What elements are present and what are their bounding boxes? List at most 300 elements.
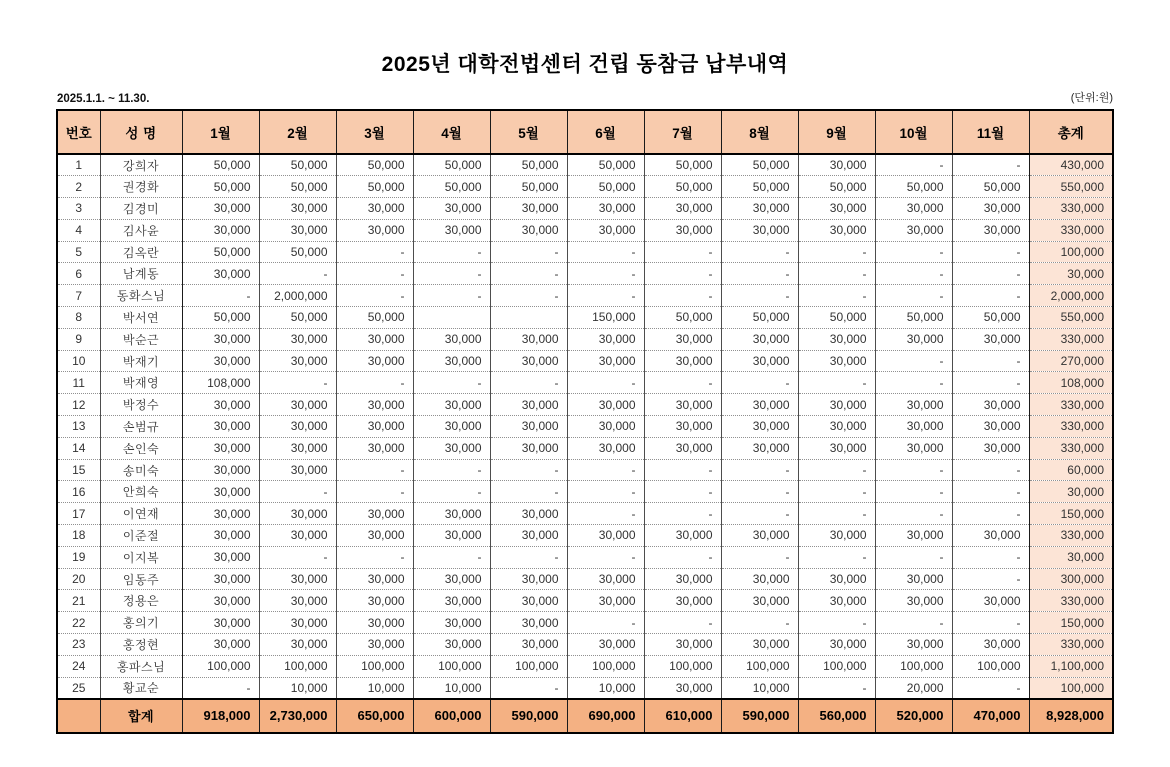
header-cell: 3월 bbox=[336, 110, 413, 154]
sum-amount-cell: 650,000 bbox=[336, 699, 413, 733]
month-amount-cell: - bbox=[644, 546, 721, 568]
month-amount-cell: 30,000 bbox=[798, 525, 875, 547]
row-number-cell: 6 bbox=[57, 263, 100, 285]
header-cell: 5월 bbox=[490, 110, 567, 154]
footer-empty-cell bbox=[57, 699, 100, 733]
table-row bbox=[57, 176, 1113, 198]
table-row bbox=[57, 568, 1113, 590]
month-amount-cell: - bbox=[644, 503, 721, 525]
month-amount-cell: 30,000 bbox=[644, 394, 721, 416]
row-number-cell: 21 bbox=[57, 590, 100, 612]
month-amount-cell: 30,000 bbox=[490, 394, 567, 416]
row-number-cell: 10 bbox=[57, 350, 100, 372]
month-amount-cell: 30,000 bbox=[952, 590, 1029, 612]
month-amount-cell: 50,000 bbox=[567, 154, 644, 176]
month-amount-cell: 30,000 bbox=[259, 459, 336, 481]
month-amount-cell: 30,000 bbox=[798, 350, 875, 372]
month-amount-cell: 30,000 bbox=[336, 394, 413, 416]
month-amount-cell: 30,000 bbox=[567, 590, 644, 612]
month-amount-cell: 50,000 bbox=[798, 176, 875, 198]
month-amount-cell: 100,000 bbox=[259, 655, 336, 677]
member-name-cell: 김옥란 bbox=[100, 241, 182, 263]
month-amount-cell: - bbox=[875, 241, 952, 263]
month-amount-cell: - bbox=[490, 241, 567, 263]
month-amount-cell: 30,000 bbox=[721, 328, 798, 350]
month-amount-cell: 30,000 bbox=[721, 634, 798, 656]
table-row bbox=[57, 437, 1113, 459]
month-amount-cell: 100,000 bbox=[413, 655, 490, 677]
sum-amount-cell: 590,000 bbox=[490, 699, 567, 733]
month-amount-cell: 30,000 bbox=[336, 525, 413, 547]
month-amount-cell: 30,000 bbox=[798, 634, 875, 656]
month-amount-cell: 10,000 bbox=[413, 677, 490, 699]
month-amount-cell: - bbox=[798, 285, 875, 307]
month-amount-cell: 30,000 bbox=[952, 198, 1029, 220]
month-amount-cell: - bbox=[952, 372, 1029, 394]
month-amount-cell: - bbox=[798, 241, 875, 263]
month-amount-cell: 30,000 bbox=[182, 328, 259, 350]
header-cell: 4월 bbox=[413, 110, 490, 154]
month-amount-cell: 30,000 bbox=[490, 568, 567, 590]
month-amount-cell: 30,000 bbox=[952, 328, 1029, 350]
row-total-cell: 60,000 bbox=[1029, 459, 1113, 481]
header-cell: 6월 bbox=[567, 110, 644, 154]
month-amount-cell: 30,000 bbox=[798, 198, 875, 220]
month-amount-cell: - bbox=[721, 481, 798, 503]
month-amount-cell: 20,000 bbox=[875, 677, 952, 699]
sum-amount-cell: 918,000 bbox=[182, 699, 259, 733]
month-amount-cell: 30,000 bbox=[644, 590, 721, 612]
month-amount-cell: 30,000 bbox=[721, 219, 798, 241]
month-amount-cell: 30,000 bbox=[567, 634, 644, 656]
month-amount-cell: - bbox=[490, 285, 567, 307]
member-name-cell: 이지복 bbox=[100, 546, 182, 568]
month-amount-cell: 30,000 bbox=[336, 328, 413, 350]
month-amount-cell: 108,000 bbox=[182, 372, 259, 394]
month-amount-cell: 30,000 bbox=[413, 590, 490, 612]
month-amount-cell: 30,000 bbox=[798, 219, 875, 241]
month-amount-cell: - bbox=[952, 154, 1029, 176]
month-amount-cell: 30,000 bbox=[336, 568, 413, 590]
row-number-cell: 9 bbox=[57, 328, 100, 350]
row-number-cell: 5 bbox=[57, 241, 100, 263]
month-amount-cell: 50,000 bbox=[490, 154, 567, 176]
month-amount-cell: - bbox=[952, 285, 1029, 307]
month-amount-cell: 30,000 bbox=[721, 416, 798, 438]
member-name-cell: 손인숙 bbox=[100, 437, 182, 459]
month-amount-cell: - bbox=[875, 546, 952, 568]
month-amount-cell: 30,000 bbox=[567, 394, 644, 416]
month-amount-cell: 30,000 bbox=[182, 503, 259, 525]
month-amount-cell: 30,000 bbox=[490, 612, 567, 634]
month-amount-cell: - bbox=[644, 263, 721, 285]
month-amount-cell: 30,000 bbox=[182, 219, 259, 241]
month-amount-cell: - bbox=[721, 285, 798, 307]
month-amount-cell: 30,000 bbox=[490, 328, 567, 350]
month-amount-cell: 30,000 bbox=[336, 612, 413, 634]
month-amount-cell: 30,000 bbox=[413, 416, 490, 438]
month-amount-cell: 30,000 bbox=[721, 198, 798, 220]
member-name-cell: 동화스님 bbox=[100, 285, 182, 307]
month-amount-cell: - bbox=[182, 677, 259, 699]
row-number-cell: 1 bbox=[75, 158, 83, 173]
table-row bbox=[57, 328, 1113, 350]
month-amount-cell: 30,000 bbox=[490, 634, 567, 656]
month-amount-cell: - bbox=[798, 503, 875, 525]
month-amount-cell: 30,000 bbox=[721, 568, 798, 590]
month-amount-cell: 30,000 bbox=[721, 437, 798, 459]
month-amount-cell: 50,000 bbox=[413, 154, 490, 176]
month-amount-cell: - bbox=[336, 372, 413, 394]
month-amount-cell: 30,000 bbox=[644, 416, 721, 438]
month-amount-cell: 100,000 bbox=[182, 655, 259, 677]
member-name-cell: 강희자 bbox=[100, 154, 182, 176]
month-amount-cell: 100,000 bbox=[490, 655, 567, 677]
month-amount-cell: - bbox=[798, 263, 875, 285]
row-total-cell: 330,000 bbox=[1029, 525, 1113, 547]
month-amount-cell: 50,000 bbox=[567, 176, 644, 198]
header-cell: 8월 bbox=[721, 110, 798, 154]
month-amount-cell: 30,000 bbox=[413, 198, 490, 220]
sum-amount-cell: 560,000 bbox=[798, 699, 875, 733]
member-name-cell: 김경미 bbox=[100, 198, 182, 220]
month-amount-cell: - bbox=[490, 546, 567, 568]
month-amount-cell: 30,000 bbox=[490, 416, 567, 438]
month-amount-cell: 30,000 bbox=[644, 198, 721, 220]
month-amount-cell: - bbox=[336, 481, 413, 503]
table-row bbox=[57, 655, 1113, 677]
month-amount-cell: 30,000 bbox=[798, 328, 875, 350]
month-amount-cell: 30,000 bbox=[875, 394, 952, 416]
month-amount-cell: 30,000 bbox=[336, 198, 413, 220]
table-body bbox=[57, 154, 1113, 699]
month-amount-cell: 30,000 bbox=[798, 154, 875, 176]
row-number-cell: 15 bbox=[57, 459, 100, 481]
month-amount-cell: - bbox=[644, 285, 721, 307]
month-amount-cell: - bbox=[952, 503, 1029, 525]
month-amount-cell: 30,000 bbox=[721, 525, 798, 547]
month-amount-cell: 30,000 bbox=[413, 503, 490, 525]
row-total-cell: 330,000 bbox=[1029, 219, 1113, 241]
month-amount-cell: 50,000 bbox=[490, 176, 567, 198]
month-amount-cell: 30,000 bbox=[336, 219, 413, 241]
month-amount-cell: 30,000 bbox=[644, 219, 721, 241]
member-name-cell: 임동주 bbox=[100, 568, 182, 590]
table-row bbox=[57, 677, 1113, 699]
row-total-cell: 330,000 bbox=[1029, 437, 1113, 459]
sum-amount-cell: 520,000 bbox=[875, 699, 952, 733]
month-amount-cell: 30,000 bbox=[875, 219, 952, 241]
month-amount-cell: 30,000 bbox=[490, 503, 567, 525]
month-amount-cell: 30,000 bbox=[952, 416, 1029, 438]
meta-row bbox=[57, 89, 1113, 105]
month-amount-cell: 30,000 bbox=[567, 219, 644, 241]
sum-amount-cell: 610,000 bbox=[644, 699, 721, 733]
month-amount-cell: 30,000 bbox=[259, 350, 336, 372]
month-amount-cell: 30,000 bbox=[567, 198, 644, 220]
month-amount-cell: 50,000 bbox=[259, 241, 336, 263]
payment-table bbox=[56, 109, 1114, 734]
month-amount-cell: 50,000 bbox=[644, 307, 721, 329]
month-amount-cell: - bbox=[567, 285, 644, 307]
header-cell: 10월 bbox=[875, 110, 952, 154]
month-amount-cell: - bbox=[721, 263, 798, 285]
month-amount-cell: 30,000 bbox=[182, 263, 259, 285]
member-name-cell: 황교순 bbox=[100, 677, 182, 699]
row-total-cell: 30,000 bbox=[1029, 481, 1113, 503]
month-amount-cell: 50,000 bbox=[644, 176, 721, 198]
footer-row bbox=[57, 699, 1113, 733]
month-amount-cell: 30,000 bbox=[259, 590, 336, 612]
month-amount-cell: 50,000 bbox=[644, 154, 721, 176]
month-amount-cell: - bbox=[567, 546, 644, 568]
row-number-cell: 7 bbox=[57, 285, 100, 307]
month-amount-cell: 30,000 bbox=[336, 416, 413, 438]
month-amount-cell bbox=[490, 307, 567, 329]
month-amount-cell: 10,000 bbox=[259, 677, 336, 699]
row-number-cell: 23 bbox=[57, 634, 100, 656]
month-amount-cell: 30,000 bbox=[644, 525, 721, 547]
month-amount-cell: 50,000 bbox=[875, 307, 952, 329]
month-amount-cell: 30,000 bbox=[490, 437, 567, 459]
table-row bbox=[57, 154, 1113, 176]
month-amount-cell: 30,000 bbox=[182, 634, 259, 656]
month-amount-cell: - bbox=[875, 372, 952, 394]
month-amount-cell: - bbox=[952, 677, 1029, 699]
member-name-cell: 남계동 bbox=[100, 263, 182, 285]
row-total-cell: 330,000 bbox=[1029, 590, 1113, 612]
month-amount-cell: - bbox=[798, 372, 875, 394]
month-amount-cell: - bbox=[875, 459, 952, 481]
sum-amount-cell: 590,000 bbox=[721, 699, 798, 733]
month-amount-cell: 30,000 bbox=[336, 503, 413, 525]
month-amount-cell: - bbox=[644, 459, 721, 481]
month-amount-cell: 30,000 bbox=[875, 568, 952, 590]
month-amount-cell: - bbox=[490, 459, 567, 481]
member-name-cell: 박순근 bbox=[100, 328, 182, 350]
month-amount-cell: 30,000 bbox=[798, 568, 875, 590]
table-row bbox=[57, 263, 1113, 285]
month-amount-cell: 30,000 bbox=[259, 503, 336, 525]
month-amount-cell: 50,000 bbox=[259, 176, 336, 198]
month-amount-cell: 30,000 bbox=[182, 437, 259, 459]
month-amount-cell: - bbox=[875, 263, 952, 285]
month-amount-cell: 30,000 bbox=[567, 416, 644, 438]
month-amount-cell: - bbox=[567, 481, 644, 503]
header-cell: 성 명 bbox=[100, 110, 182, 154]
month-amount-cell: 30,000 bbox=[567, 568, 644, 590]
sum-amount-cell: 600,000 bbox=[413, 699, 490, 733]
month-amount-cell: 30,000 bbox=[567, 328, 644, 350]
month-amount-cell: 30,000 bbox=[798, 437, 875, 459]
month-amount-cell: 50,000 bbox=[798, 307, 875, 329]
month-amount-cell: 30,000 bbox=[413, 437, 490, 459]
month-amount-cell: 30,000 bbox=[644, 568, 721, 590]
row-number-cell: 17 bbox=[57, 503, 100, 525]
month-amount-cell: 30,000 bbox=[490, 198, 567, 220]
month-amount-cell: 30,000 bbox=[875, 525, 952, 547]
row-total-cell: 330,000 bbox=[1029, 416, 1113, 438]
month-amount-cell: 50,000 bbox=[721, 176, 798, 198]
row-total-cell: 100,000 bbox=[1029, 677, 1113, 699]
month-amount-cell: - bbox=[413, 372, 490, 394]
table-row bbox=[57, 503, 1113, 525]
row-number-cell: 20 bbox=[57, 568, 100, 590]
month-amount-cell: 30,000 bbox=[644, 634, 721, 656]
month-amount-cell: 30,000 bbox=[798, 394, 875, 416]
member-name-cell: 이연재 bbox=[100, 503, 182, 525]
row-number-cell: 25 bbox=[57, 677, 100, 699]
month-amount-cell: 30,000 bbox=[875, 437, 952, 459]
member-name-cell: 안희숙 bbox=[100, 481, 182, 503]
table-row bbox=[57, 350, 1113, 372]
month-amount-cell: 50,000 bbox=[413, 176, 490, 198]
month-amount-cell: 50,000 bbox=[336, 154, 413, 176]
month-amount-cell: 30,000 bbox=[336, 437, 413, 459]
month-amount-cell: 50,000 bbox=[875, 176, 952, 198]
month-amount-cell: 30,000 bbox=[644, 677, 721, 699]
month-amount-cell: - bbox=[336, 459, 413, 481]
row-number-cell: 2 bbox=[57, 176, 100, 198]
month-amount-cell: 50,000 bbox=[336, 307, 413, 329]
month-amount-cell: 100,000 bbox=[336, 655, 413, 677]
month-amount-cell: 30,000 bbox=[413, 219, 490, 241]
table-row bbox=[57, 525, 1113, 547]
month-amount-cell: - bbox=[952, 459, 1029, 481]
header-cell: 2월 bbox=[259, 110, 336, 154]
row-number-cell: 13 bbox=[57, 416, 100, 438]
month-amount-cell: 30,000 bbox=[182, 350, 259, 372]
month-amount-cell: 30,000 bbox=[952, 525, 1029, 547]
month-amount-cell: - bbox=[875, 612, 952, 634]
month-amount-cell: - bbox=[336, 241, 413, 263]
month-amount-cell: - bbox=[567, 503, 644, 525]
month-amount-cell: 30,000 bbox=[182, 568, 259, 590]
member-name-cell: 홍정현 bbox=[100, 634, 182, 656]
month-amount-cell: 30,000 bbox=[490, 219, 567, 241]
month-amount-cell: 50,000 bbox=[259, 154, 336, 176]
month-amount-cell: 30,000 bbox=[182, 394, 259, 416]
month-amount-cell: - bbox=[952, 241, 1029, 263]
month-amount-cell: - bbox=[875, 503, 952, 525]
month-amount-cell: - bbox=[721, 459, 798, 481]
header-cell: 총계 bbox=[1029, 110, 1113, 154]
month-amount-cell: - bbox=[413, 241, 490, 263]
month-amount-cell: 30,000 bbox=[952, 437, 1029, 459]
member-name-cell: 송미숙 bbox=[100, 459, 182, 481]
month-amount-cell: 30,000 bbox=[413, 394, 490, 416]
month-amount-cell: 30,000 bbox=[413, 634, 490, 656]
month-amount-cell: - bbox=[721, 612, 798, 634]
table-row bbox=[57, 612, 1113, 634]
row-total-cell: 330,000 bbox=[1029, 394, 1113, 416]
month-amount-cell: 30,000 bbox=[336, 350, 413, 372]
month-amount-cell: 30,000 bbox=[567, 525, 644, 547]
date-range-label: 2025.1.1. ~ 11.30. bbox=[57, 93, 150, 105]
month-amount-cell: 30,000 bbox=[644, 350, 721, 372]
month-amount-cell: - bbox=[952, 350, 1029, 372]
month-amount-cell: 30,000 bbox=[490, 525, 567, 547]
row-total-cell: 100,000 bbox=[1029, 241, 1113, 263]
month-amount-cell: 10,000 bbox=[721, 677, 798, 699]
table-row bbox=[57, 241, 1113, 263]
table-row bbox=[57, 416, 1113, 438]
row-total-cell: 150,000 bbox=[1029, 503, 1113, 525]
month-amount-cell: 30,000 bbox=[721, 350, 798, 372]
row-number-cell: 14 bbox=[57, 437, 100, 459]
month-amount-cell: - bbox=[567, 612, 644, 634]
row-total-cell: 330,000 bbox=[1029, 328, 1113, 350]
month-amount-cell: 100,000 bbox=[875, 655, 952, 677]
month-amount-cell: 30,000 bbox=[413, 525, 490, 547]
month-amount-cell: - bbox=[182, 285, 259, 307]
row-total-cell: 270,000 bbox=[1029, 350, 1113, 372]
month-amount-cell: 30,000 bbox=[336, 634, 413, 656]
month-amount-cell: - bbox=[875, 285, 952, 307]
month-amount-cell: 30,000 bbox=[490, 350, 567, 372]
header-cell: 번호 bbox=[57, 110, 100, 154]
month-amount-cell: 2,000,000 bbox=[259, 285, 336, 307]
row-number-cell: 11 bbox=[57, 372, 100, 394]
table-row bbox=[57, 198, 1113, 220]
month-amount-cell: - bbox=[952, 612, 1029, 634]
month-amount-cell: 30,000 bbox=[952, 219, 1029, 241]
table-row bbox=[57, 372, 1113, 394]
row-number-cell: 18 bbox=[57, 525, 100, 547]
table-row bbox=[57, 546, 1113, 568]
row-total-cell: 30,000 bbox=[1029, 546, 1113, 568]
member-name-cell: 정용은 bbox=[100, 590, 182, 612]
row-number-cell: 24 bbox=[57, 655, 100, 677]
row-number-cell: 3 bbox=[57, 198, 100, 220]
month-amount-cell: 30,000 bbox=[721, 590, 798, 612]
month-amount-cell: 30,000 bbox=[182, 459, 259, 481]
month-amount-cell: - bbox=[721, 241, 798, 263]
month-amount-cell: - bbox=[259, 372, 336, 394]
member-name-cell: 홍의기 bbox=[100, 612, 182, 634]
month-amount-cell: 30,000 bbox=[875, 590, 952, 612]
month-amount-cell: 30,000 bbox=[798, 416, 875, 438]
month-amount-cell: - bbox=[490, 372, 567, 394]
month-amount-cell: 30,000 bbox=[413, 328, 490, 350]
month-amount-cell: 100,000 bbox=[567, 655, 644, 677]
month-amount-cell: - bbox=[413, 546, 490, 568]
month-amount-cell: 10,000 bbox=[567, 677, 644, 699]
page-title: 2025년 대학전법센터 건립 동참금 납부내역 bbox=[381, 53, 789, 76]
month-amount-cell bbox=[413, 307, 490, 329]
row-number-cell: 12 bbox=[57, 394, 100, 416]
row-number-cell: 4 bbox=[57, 219, 100, 241]
month-amount-cell: 30,000 bbox=[259, 416, 336, 438]
row-total-cell: 300,000 bbox=[1029, 568, 1113, 590]
month-amount-cell: 50,000 bbox=[336, 176, 413, 198]
month-amount-cell: - bbox=[413, 481, 490, 503]
month-amount-cell: 30,000 bbox=[259, 634, 336, 656]
month-amount-cell: - bbox=[952, 546, 1029, 568]
month-amount-cell: - bbox=[644, 241, 721, 263]
month-amount-cell: 30,000 bbox=[413, 612, 490, 634]
month-amount-cell: - bbox=[413, 285, 490, 307]
month-amount-cell: 30,000 bbox=[875, 328, 952, 350]
month-amount-cell: - bbox=[567, 372, 644, 394]
month-amount-cell: 30,000 bbox=[182, 416, 259, 438]
month-amount-cell: - bbox=[259, 546, 336, 568]
month-amount-cell: 50,000 bbox=[721, 154, 798, 176]
month-amount-cell: 30,000 bbox=[798, 590, 875, 612]
month-amount-cell: 30,000 bbox=[875, 416, 952, 438]
month-amount-cell: - bbox=[952, 263, 1029, 285]
month-amount-cell: 150,000 bbox=[567, 307, 644, 329]
